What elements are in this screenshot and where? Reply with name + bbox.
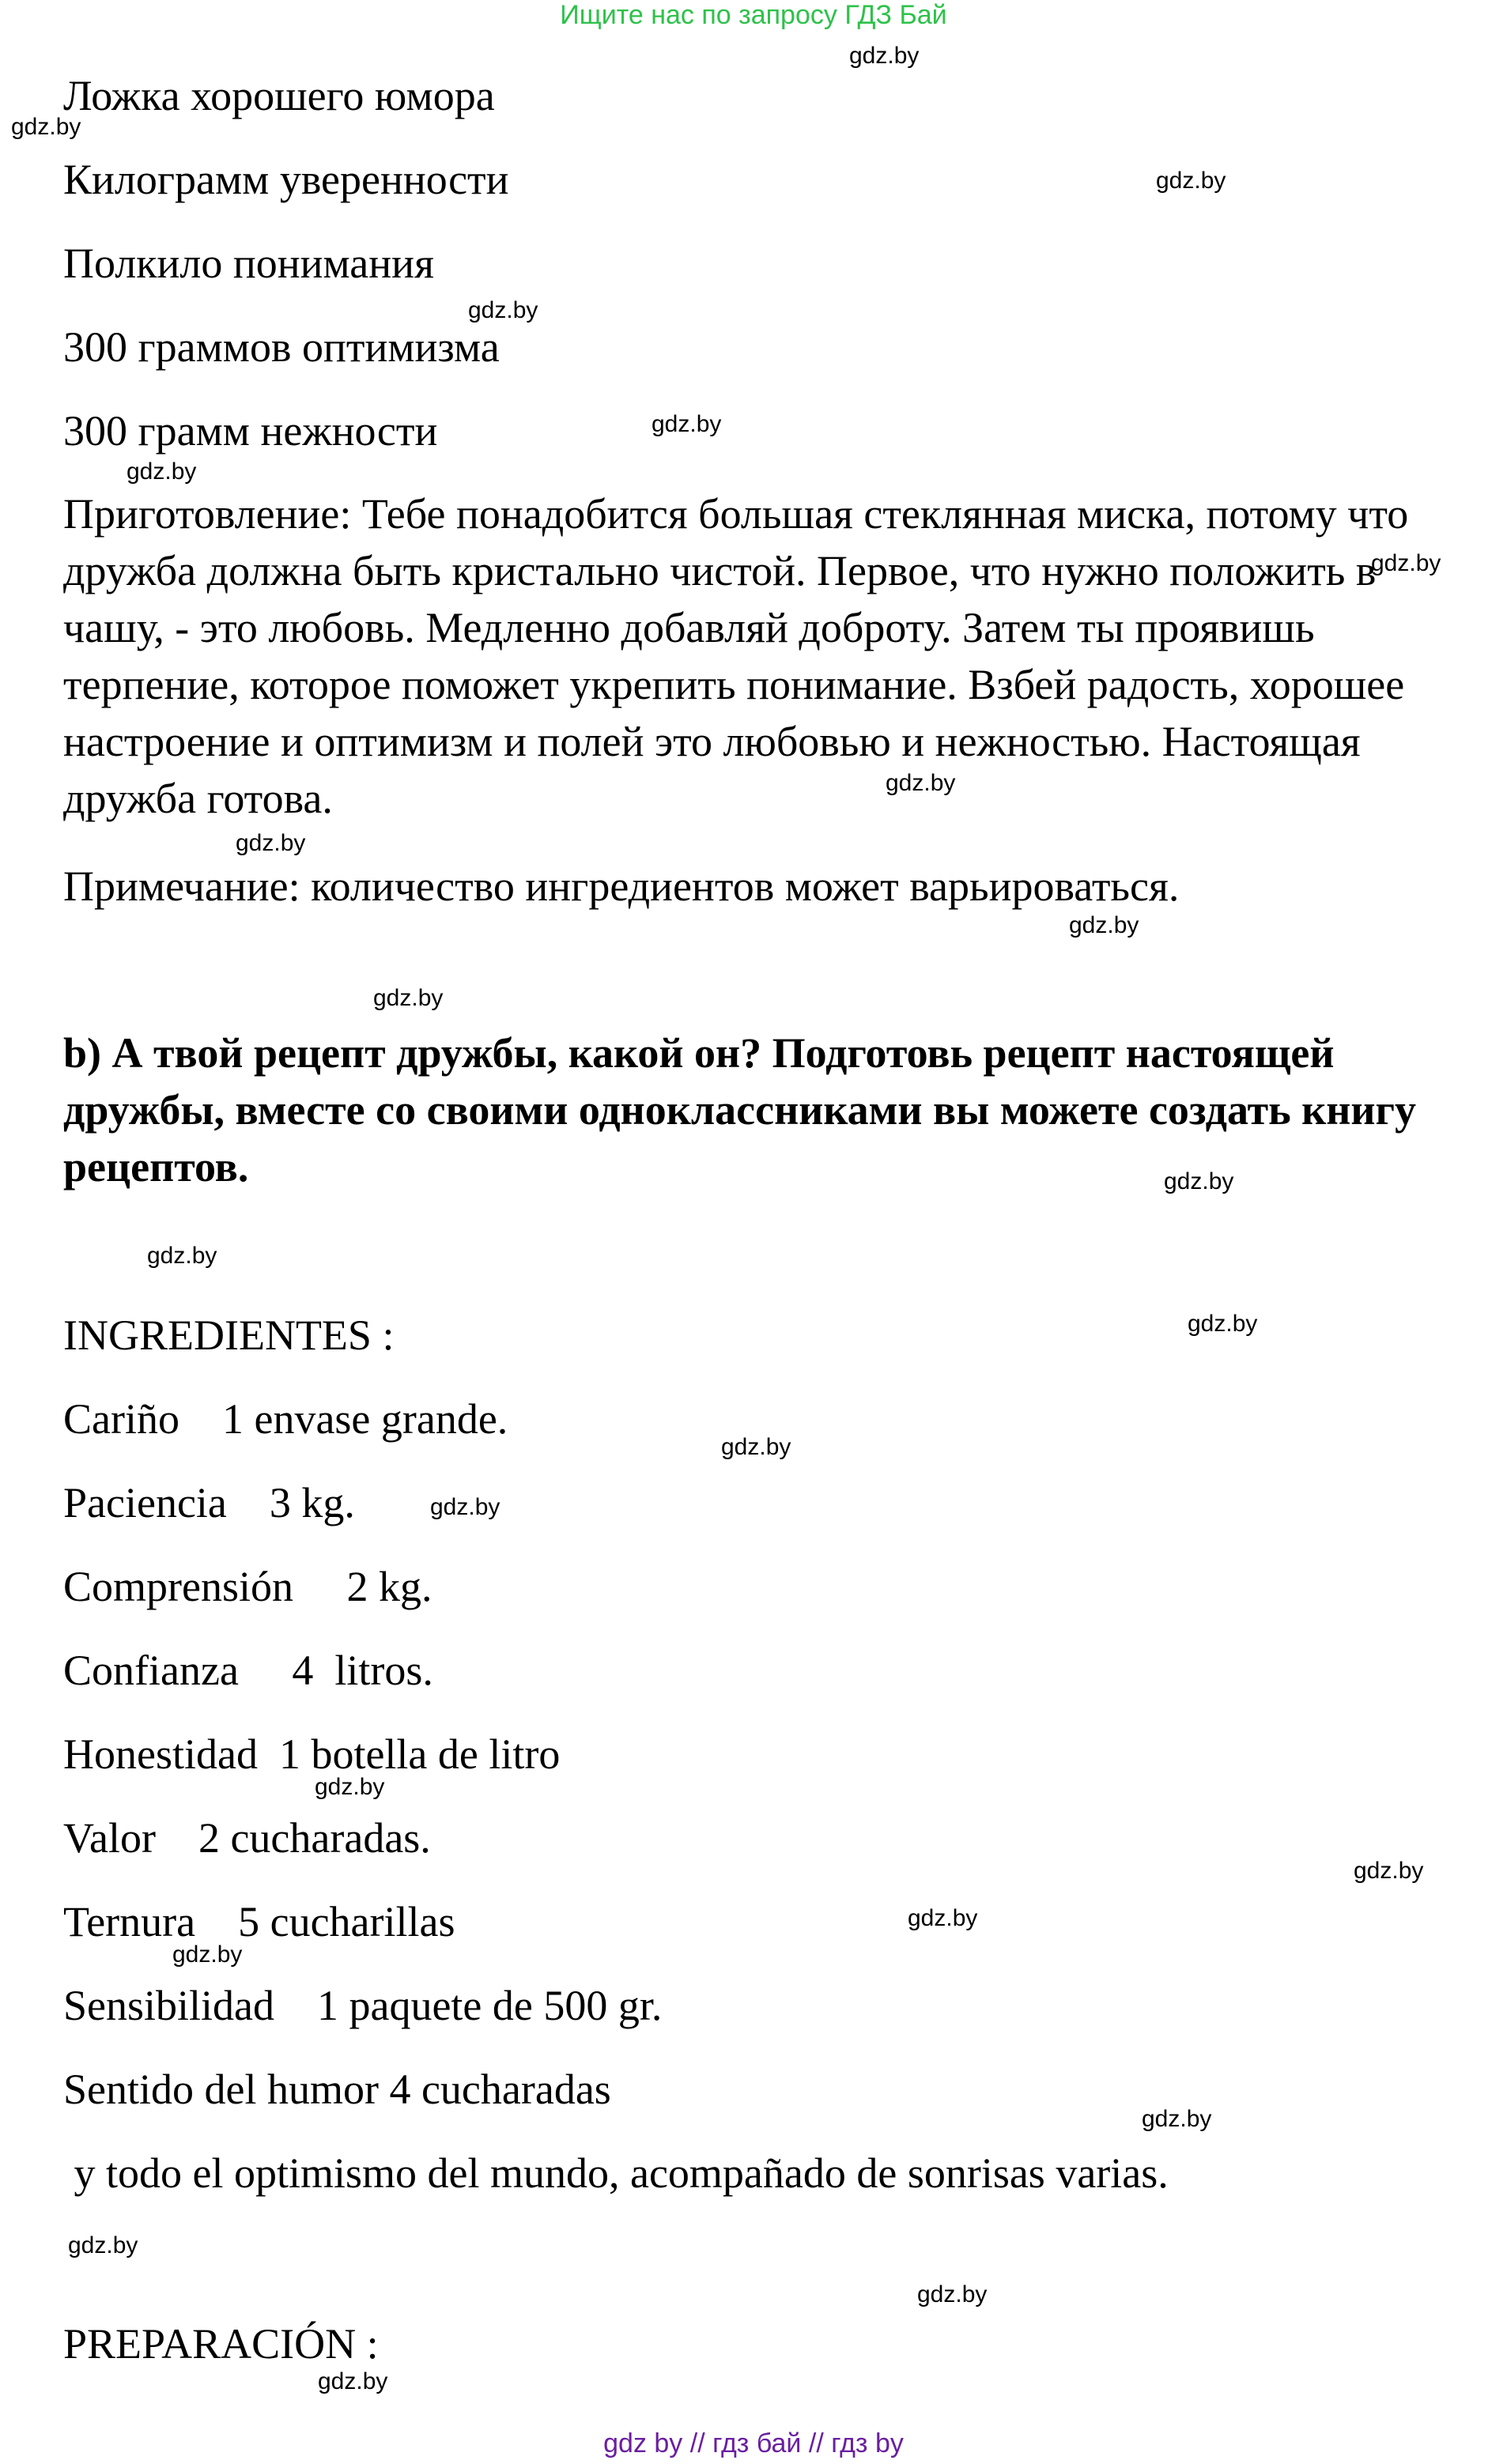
watermark: gdz.by	[721, 1434, 791, 1460]
es-ingredient-confianza: Confianza 4 litros.	[63, 1647, 433, 1694]
es-ingredient-comprension: Comprensión 2 kg.	[63, 1563, 432, 1610]
es-ingredient-honestidad: Honestidad 1 botella de litro	[63, 1730, 561, 1778]
watermark: gdz.by	[1354, 1858, 1424, 1884]
watermark: gdz.by	[1156, 168, 1226, 194]
es-ingredient-ternura: Ternura 5 cucharillas	[63, 1898, 455, 1945]
watermark: gdz.by	[1164, 1168, 1234, 1194]
watermark: gdz.by	[908, 1905, 978, 1931]
watermark: gdz.by	[430, 1494, 500, 1520]
ru-ingredient-optimism: 300 граммов оптимизма	[63, 323, 500, 371]
watermark: gdz.by	[236, 830, 306, 856]
ru-ingredient-confidence: Килограмм уверенности	[63, 156, 509, 203]
header-search-link[interactable]: Ищите нас по запросу ГДЗ Бай	[560, 0, 947, 30]
watermark: gdz.by	[1371, 550, 1441, 576]
footer-links[interactable]: gdz by // гдз бай // гдз by	[603, 2428, 904, 2458]
ru-preparation-paragraph: Приготовление: Тебе понадобится большая стеклянная миска, потому что дружба должна быть кристально чистой. Первое, что нужно положить в чашу, - это любовь. Медленно добавляй доброту. Затем ты проявишь терпение, которое поможет укрепить понимание. Взбей радость, хорошее настроение и оптимизм и полей это любовью и нежностью. Настоящая дружба готова.	[63, 490, 1409, 822]
es-ingredient-humor: Sentido del humor 4 cucharadas	[63, 2066, 611, 2113]
task-b-heading: b) А твой рецепт дружбы, какой он? Подготовь рецепт настоящей дружбы, вместе со своими одноклассниками вы можете создать книгу рецептов.	[63, 1029, 1417, 1190]
watermark: gdz.by	[1188, 1311, 1258, 1337]
watermark: gdz.by	[373, 985, 444, 1011]
es-ingredient-valor: Valor 2 cucharadas.	[63, 1814, 431, 1862]
watermark: gdz.by	[315, 1774, 385, 1800]
ru-ingredient-understanding: Полкило понимания	[63, 240, 434, 287]
ru-ingredient-tenderness: 300 грамм нежности	[63, 407, 438, 455]
es-ingredient-optimismo: y todo el optimismo del mundo, acompañado de sonrisas varias.	[63, 2149, 1169, 2197]
es-ingredient-sensibilidad: Sensibilidad 1 paquete de 500 gr.	[63, 1982, 663, 2029]
watermark: gdz.by	[917, 2281, 988, 2307]
watermark: gdz.by	[172, 1941, 243, 1968]
watermark: gdz.by	[318, 2368, 388, 2394]
ru-note: Примечание: количество ингредиентов может варьироваться.	[63, 862, 1180, 910]
es-ingredient-paciencia: Paciencia 3 kg.	[63, 1479, 355, 1526]
es-ingredients-heading: INGREDIENTES :	[63, 1311, 395, 1359]
es-preparation-heading: PREPARACIÓN :	[63, 2320, 379, 2368]
watermark: gdz.by	[468, 297, 538, 323]
watermark: gdz.by	[127, 458, 197, 485]
watermark: gdz.by	[1069, 912, 1139, 938]
watermark: gdz.by	[11, 114, 81, 140]
watermark: gdz.by	[886, 770, 956, 796]
watermark: gdz.by	[147, 1243, 217, 1269]
ru-ingredient-humor: Ложка хорошего юмора	[63, 72, 495, 119]
es-ingredient-carino: Cariño 1 envase grande.	[63, 1395, 508, 1443]
watermark: gdz.by	[68, 2232, 138, 2258]
watermark: gdz.by	[1142, 2106, 1212, 2132]
watermark: gdz.by	[652, 411, 722, 437]
watermark: gdz.by	[849, 43, 920, 69]
